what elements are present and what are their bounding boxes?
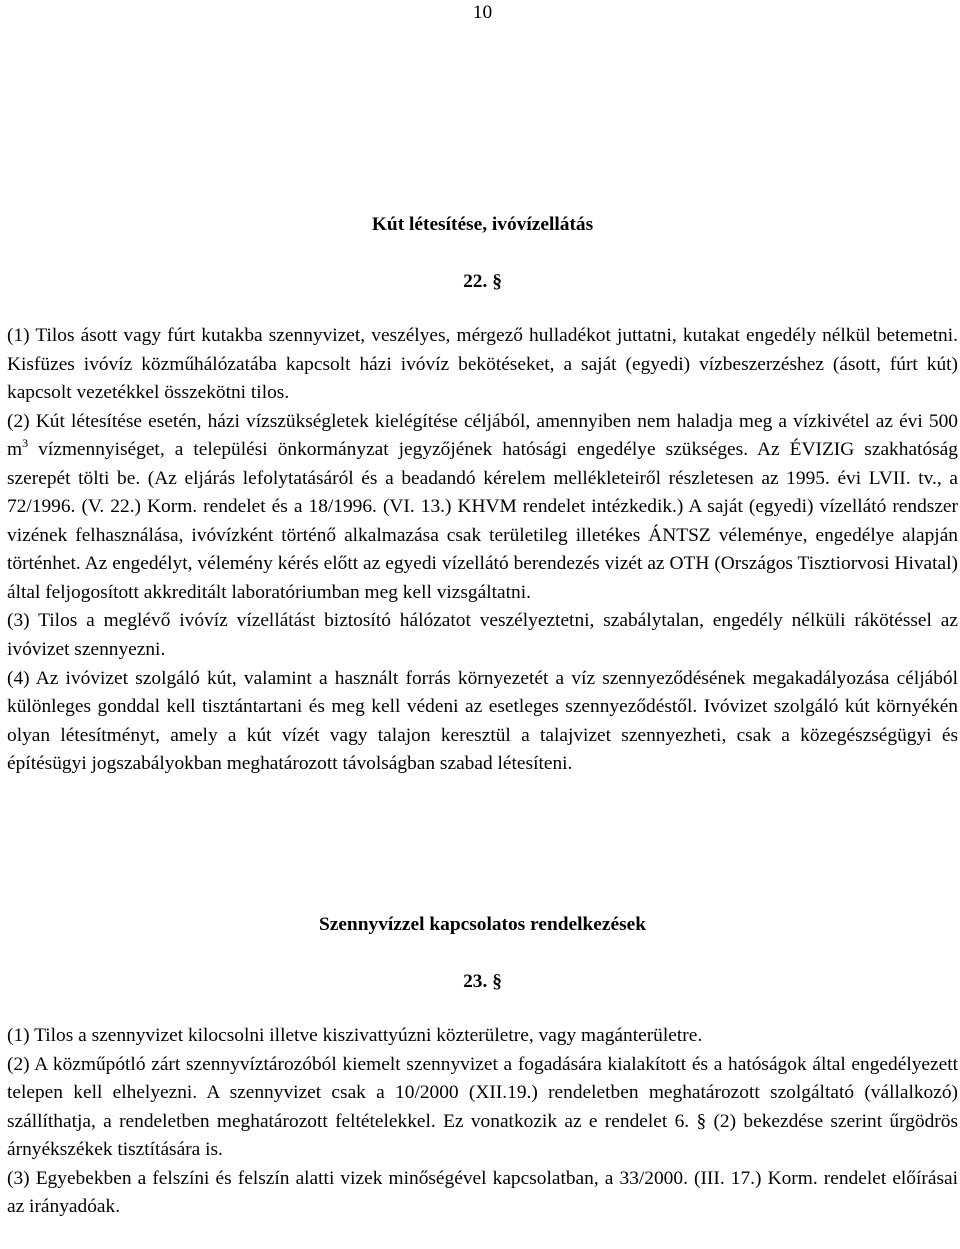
section-title-wastewater: Szennyvízzel kapcsolatos rendelkezések [318, 914, 647, 935]
section-22-body [7, 322, 958, 779]
paragraph-22-2-text-b: vízmennyiséget, a települési önkormányzat jegyzőjének hatósági engedélye szükséges. Az ÉVIZIG szakhatóság szerepét tölti be. (Az eljárás lefolytatásáról és a beadandó kérelem mellékleteiről részletesen az 1995. évi LVII. tv., a 72/1996. (V. 22.) Korm. rendelet és a 18/1996. (VI. 13.) KHVM rendelet intézkedik.) A saját (egyedi) vízellátó rendszer vizének felhasználása, ivóvízként történő alkalmazása csak területileg illetékes ÁNTSZ véleménye, engedélye alapján történhet. Az engedélyt, vélemény kérés előtt az egyedi vízellátó berendezés vizét az OTH (Országos Tisztiorvosi Hivatal) által feljogosított akkreditált laboratóriumban meg kell vizsgáltatni. [7, 439, 958, 603]
section-23-body [7, 1022, 958, 1222]
paragraph-23-2: (2) A közműpótló zárt szennyvíztározóból kiemelt szennyvizet a fogadására kialakított és a hatóságok által engedélyezett telepen kell elhelyezni. A szennyvizet csak a 10/2000 (XII.19.) rendeletben meghatározott szolgáltató (vállalkozó) szállíthatja, a rendeletben meghatározott feltételekkel. Ez vonatkozik az e rendelet 6. § (2) bekezdése szerint űrgödrös árnyékszékek tisztítására is. [7, 1053, 958, 1161]
paragraph-mark-23: 23. § [463, 971, 502, 992]
paragraph-22-2-text-a: (2) Kút létesítése esetén, házi vízszükségletek kielégítése céljából, amennyiben nem haladja meg a vízkivétel az évi 500 m [7, 410, 958, 461]
superscript-cubic: 3 [22, 436, 29, 451]
paragraph-22-3: (3) Tilos a meglévő ivóvíz vízellátást biztosító hálózatot veszélyeztetni, szabálytalan, engedély nélküli rákötéssel az ivóvizet szennyezni. [7, 610, 958, 661]
section-title-well: Kút létesítése, ivóvízellátás [371, 214, 594, 235]
paragraph-22-1: (1) Tilos ásott vagy fúrt kutakba szennyvizet, veszélyes, mérgező hulladékot juttatni, kutakat engedély nélkül betemetni. Kisfüzes ivóvíz közműhálózatába kapcsolt házi ivóvíz bekötéseket, a saját (egyedi) vízbeszerzéshez (ásott, fúrt kút) kapcsolt vezetékkel összekötni tilos. [7, 325, 958, 404]
paragraph-23-3: (3) Egyebekben a felszíni és felszín alatti vizek minőségével kapcsolatban, a 33/2000. (III. 17.) Korm. rendelet előírásai az irányadóak. [7, 1167, 958, 1218]
paragraph-23-1: (1) Tilos a szennyvizet kilocsolni illetve kiszivattyúzni közterületre, vagy magánterületre. [7, 1025, 703, 1046]
page-number: 10 [472, 2, 493, 23]
paragraph-22-4: (4) Az ivóvizet szolgáló kút, valamint a használt forrás környezetét a víz szennyeződésének megakadályozása céljából különleges gonddal kell tisztántartani és meg kell védeni az esetleges szennyeződéstől. Ivóvizet szolgáló kút környékén olyan létesítményt, amely a kút vízét vagy talajon keresztül a talajvizet szennyezheti, csak a közegészségügyi és építésügyi jogszabályokban meghatározott távolságban szabad létesíteni. [7, 667, 958, 775]
paragraph-22-2 [7, 408, 958, 608]
paragraph-mark-22: 22. § [463, 271, 502, 292]
